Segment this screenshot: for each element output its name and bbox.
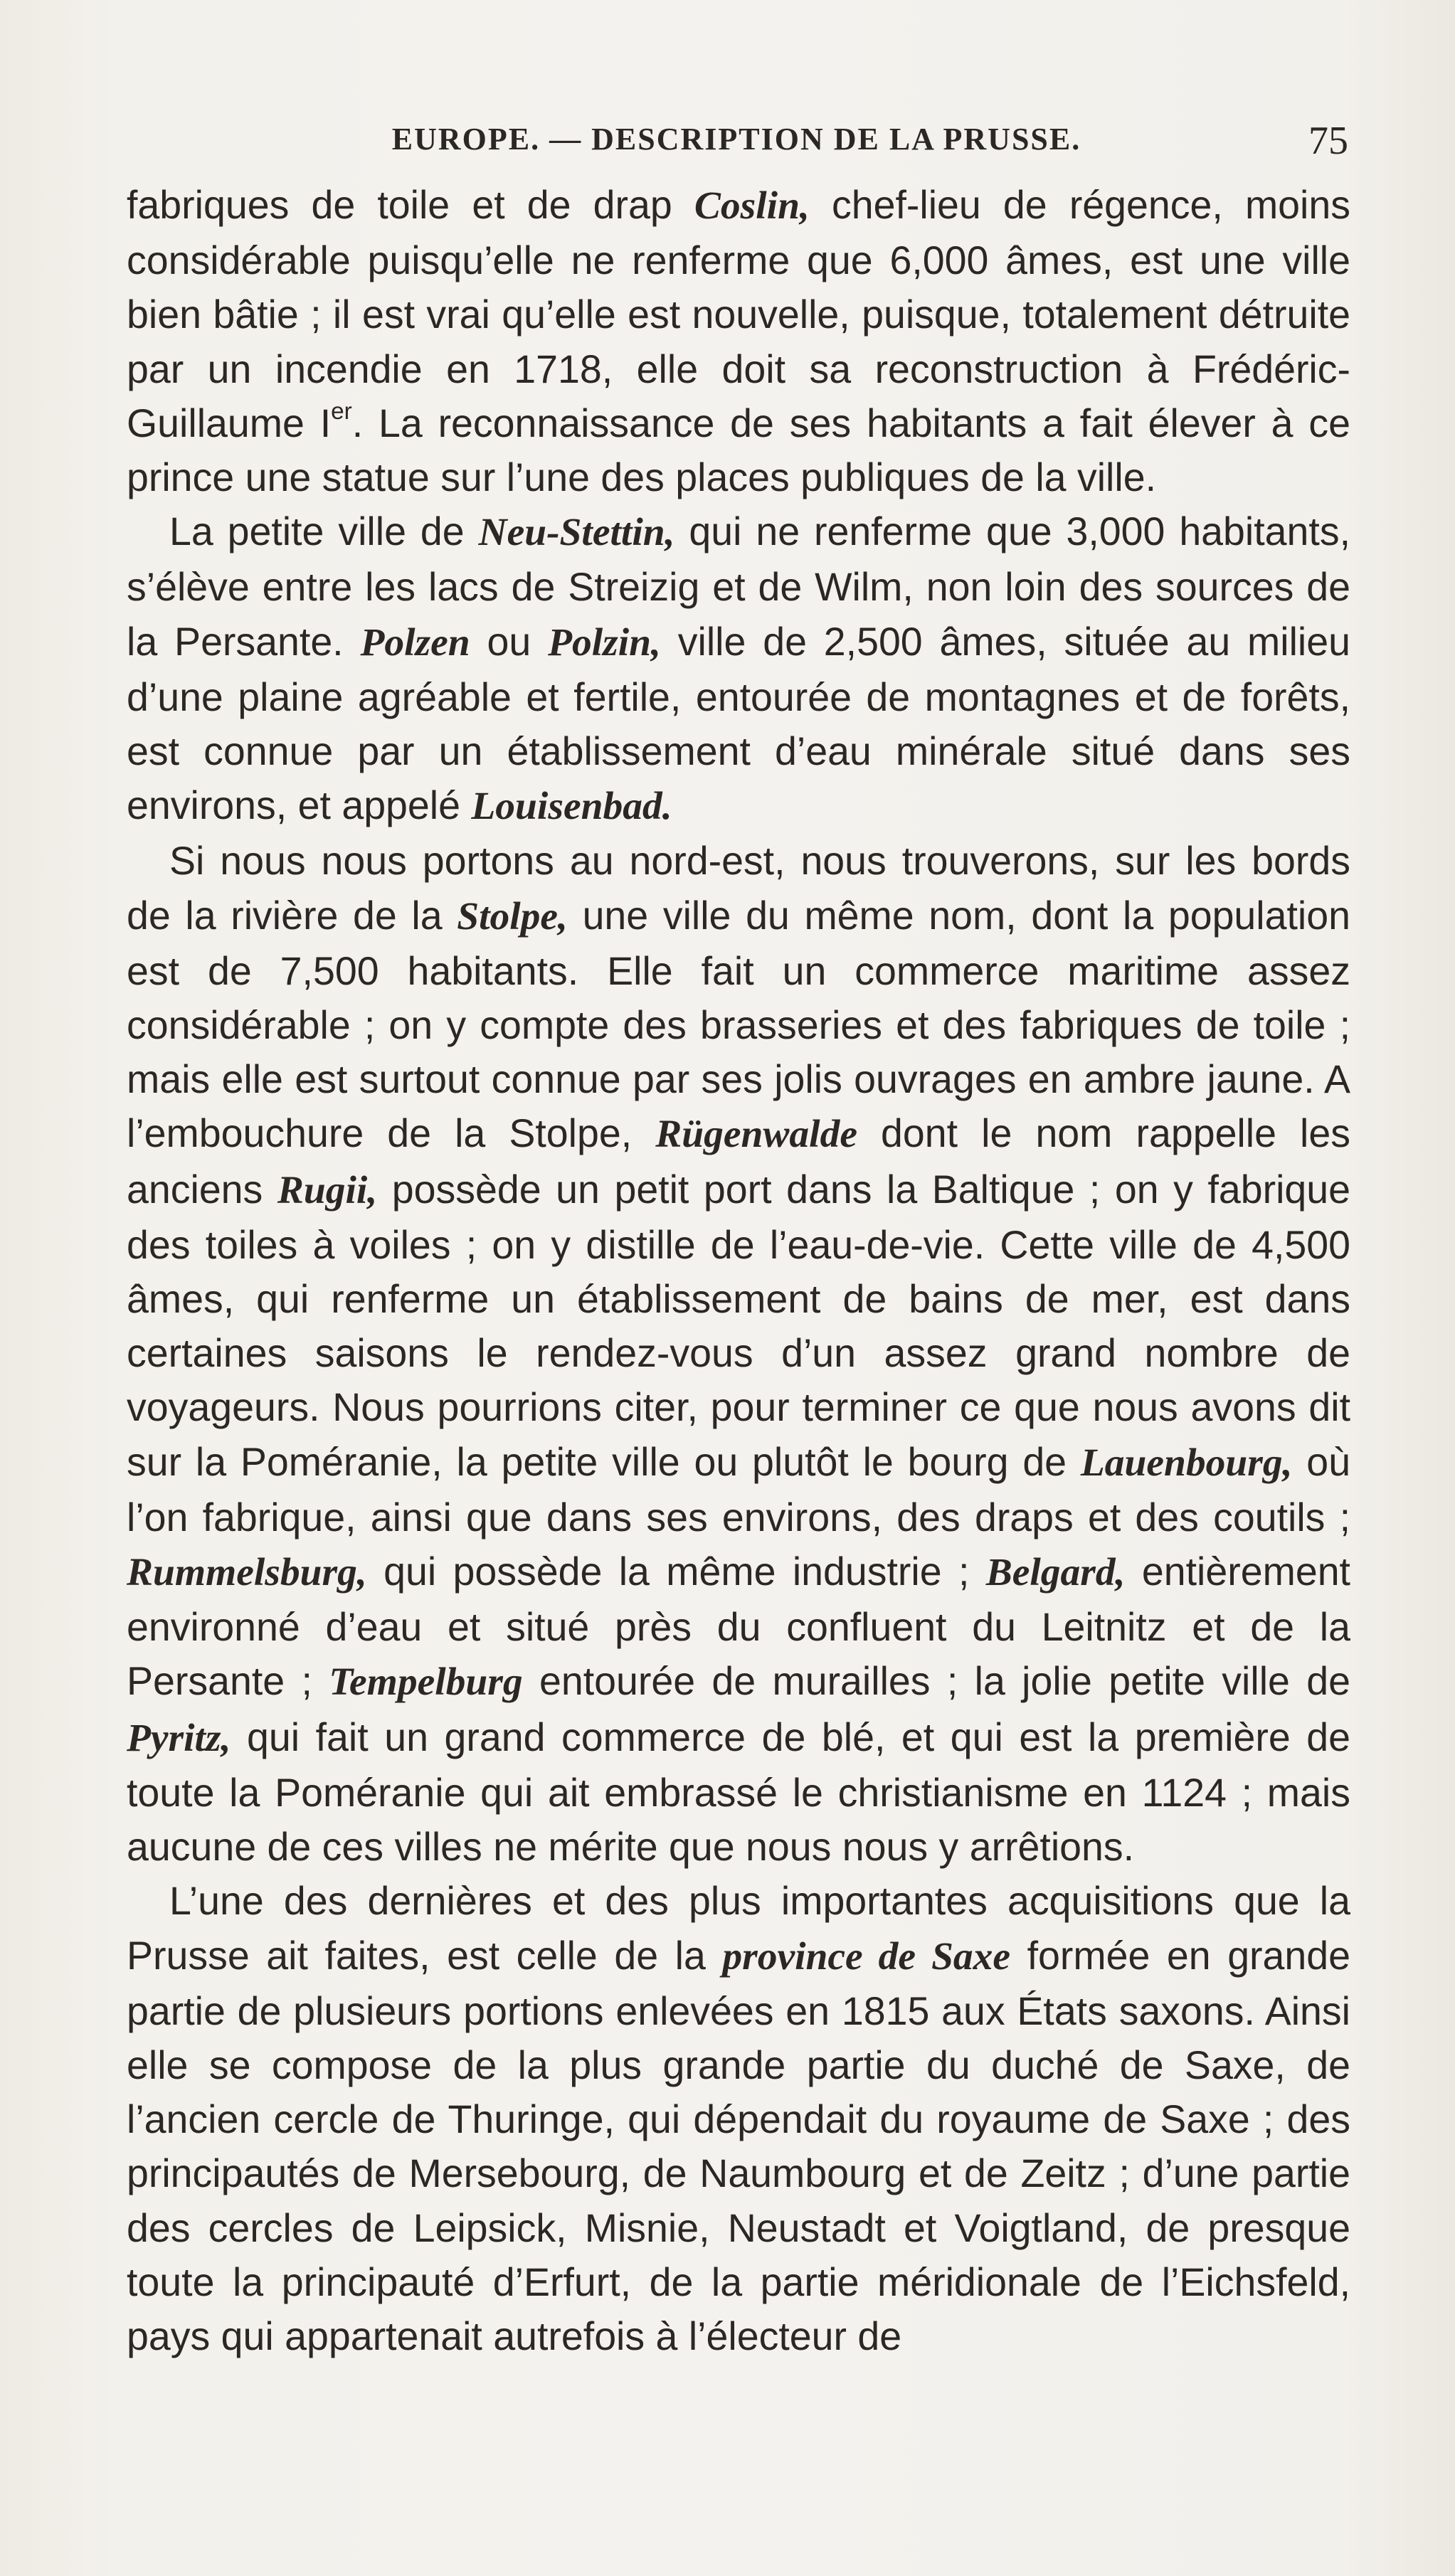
page-header	[125, 121, 1348, 171]
italic-place-name: Lauenbourg,	[1080, 1441, 1293, 1485]
body-text	[127, 178, 1350, 2363]
text-run: ou	[470, 619, 549, 664]
superscript: er	[331, 398, 352, 425]
paragraph-3	[127, 834, 1350, 1874]
italic-place-name: Rügenwalde	[655, 1113, 857, 1157]
paragraph-4	[127, 1874, 1350, 2363]
italic-place-name: Rummelsburg,	[127, 1551, 367, 1595]
text-run: qui fait un grand commerce de blé, et qui est la première de toute la Poméranie qui ait embrassé le christianisme en 1124 ; mais aucune de ces villes ne mérite que nous nous y arrêtions.	[127, 1714, 1350, 1870]
text-run: qui possède la même industrie ;	[366, 1549, 986, 1594]
page-number: 75	[1308, 119, 1348, 163]
text-run: une ville du même nom, dont la population est de 7,500 habitants. Elle fait un commerce maritime assez considérable ; on y compte des brasseries et des fabriques de toile ; mais elle est surtout connue par ses jolis ouvrages en ambre jaune. A l’embouchure de la Stolpe,	[127, 893, 1350, 1156]
italic-place-name: Neu-Stettin,	[478, 511, 675, 555]
italic-place-name: Louisenbad.	[471, 785, 672, 829]
paragraph-2	[127, 504, 1350, 834]
text-run: fabriques de toile et de drap	[127, 183, 694, 227]
italic-place-name: Polzin,	[548, 620, 661, 664]
running-head: EUROPE. — DESCRIPTION DE LA PRUSSE.	[391, 122, 1081, 157]
text-run: La petite ville de	[169, 509, 479, 554]
text-run: . La reconnaissance de ses habitants a fait élever à ce prince une statue sur l’une des places publiques de la ville.	[127, 401, 1350, 500]
italic-place-name: Polzen	[360, 620, 470, 664]
italic-place-name: Rugii,	[277, 1168, 378, 1212]
italic-place-name: Pyritz,	[127, 1716, 231, 1760]
text-run: chef-lieu de régence, moins considérable puisqu’elle ne renferme que 6,000 âmes, est une ville bien bâtie ; il est vrai qu’elle est nouvelle, puisque, totalement détruite par un incendie en 1718, elle doit sa reconstruction à Frédéric-Guillaume I	[127, 183, 1350, 445]
text-run: dont le nom rappelle les anciens	[127, 1111, 1350, 1212]
italic-place-name: province de Saxe	[722, 1934, 1011, 1978]
text-run: possède un petit port dans la Baltique ; on y fabrique des toiles à voiles ; on y distille de l’eau-de-vie. Cette ville de 4,500 âmes, qui renferme un établissement de bains de mer, est dans certaines saisons le rendez-vous d’un assez grand nombre de voyageurs. Nous pourrions citer, pour terminer ce que nous avons dit sur la Poméranie, la petite ville ou plutôt le bourg de	[127, 1167, 1351, 1484]
text-run: entièrement environné d’eau et situé près du confluent du Leitnitz et de la Persante ;	[127, 1549, 1350, 1704]
italic-place-name: Tempelburg	[329, 1660, 523, 1705]
paragraph-1	[127, 178, 1350, 504]
text-run: où l’on fabrique, ainsi que dans ses environs, des draps et des coutils ;	[127, 1439, 1351, 1539]
text-run: Si nous nous portons au nord-est, nous trouverons, sur les bords de la rivière de la	[127, 839, 1350, 938]
text-run: ville de 2,500 âmes, située au milieu d’une plaine agréable et fertile, entourée de montagnes et de forêts, est connue par un établissement d’eau minérale situé dans ses environs, et appelé	[127, 619, 1350, 828]
italic-place-name: Coslin,	[694, 184, 810, 228]
text-run: L’une des dernières et des plus importantes acquisitions que la Prusse ait faites, est celle de la	[127, 1879, 1350, 1978]
italic-place-name: Belgard,	[985, 1551, 1126, 1595]
text-run: qui ne renferme que 3,000 habitants, s’élève entre les lacs de Streizig et de Wilm, non loin des sources de la Persante.	[127, 509, 1350, 664]
text-run: entourée de murailles ; la jolie petite ville de	[522, 1659, 1350, 1704]
italic-place-name: Stolpe,	[457, 894, 568, 938]
text-run: formée en grande partie de plusieurs portions enlevées en 1815 aux États saxons. Ainsi elle se compose de la plus grande partie du duché de Saxe, de l’ancien cercle de Thuringe, qui dépendait du royaume de Saxe ; des principautés de Mersebourg, de Naumbourg et de Zeitz ; d’une partie des cercles de Leipsick, Misnie, Neustadt et Voigtland, de presque toute la principauté d’Erfurt, de la partie méridionale de l’Eichsfeld, pays qui appartenait autrefois à l’électeur de	[127, 1933, 1351, 2358]
